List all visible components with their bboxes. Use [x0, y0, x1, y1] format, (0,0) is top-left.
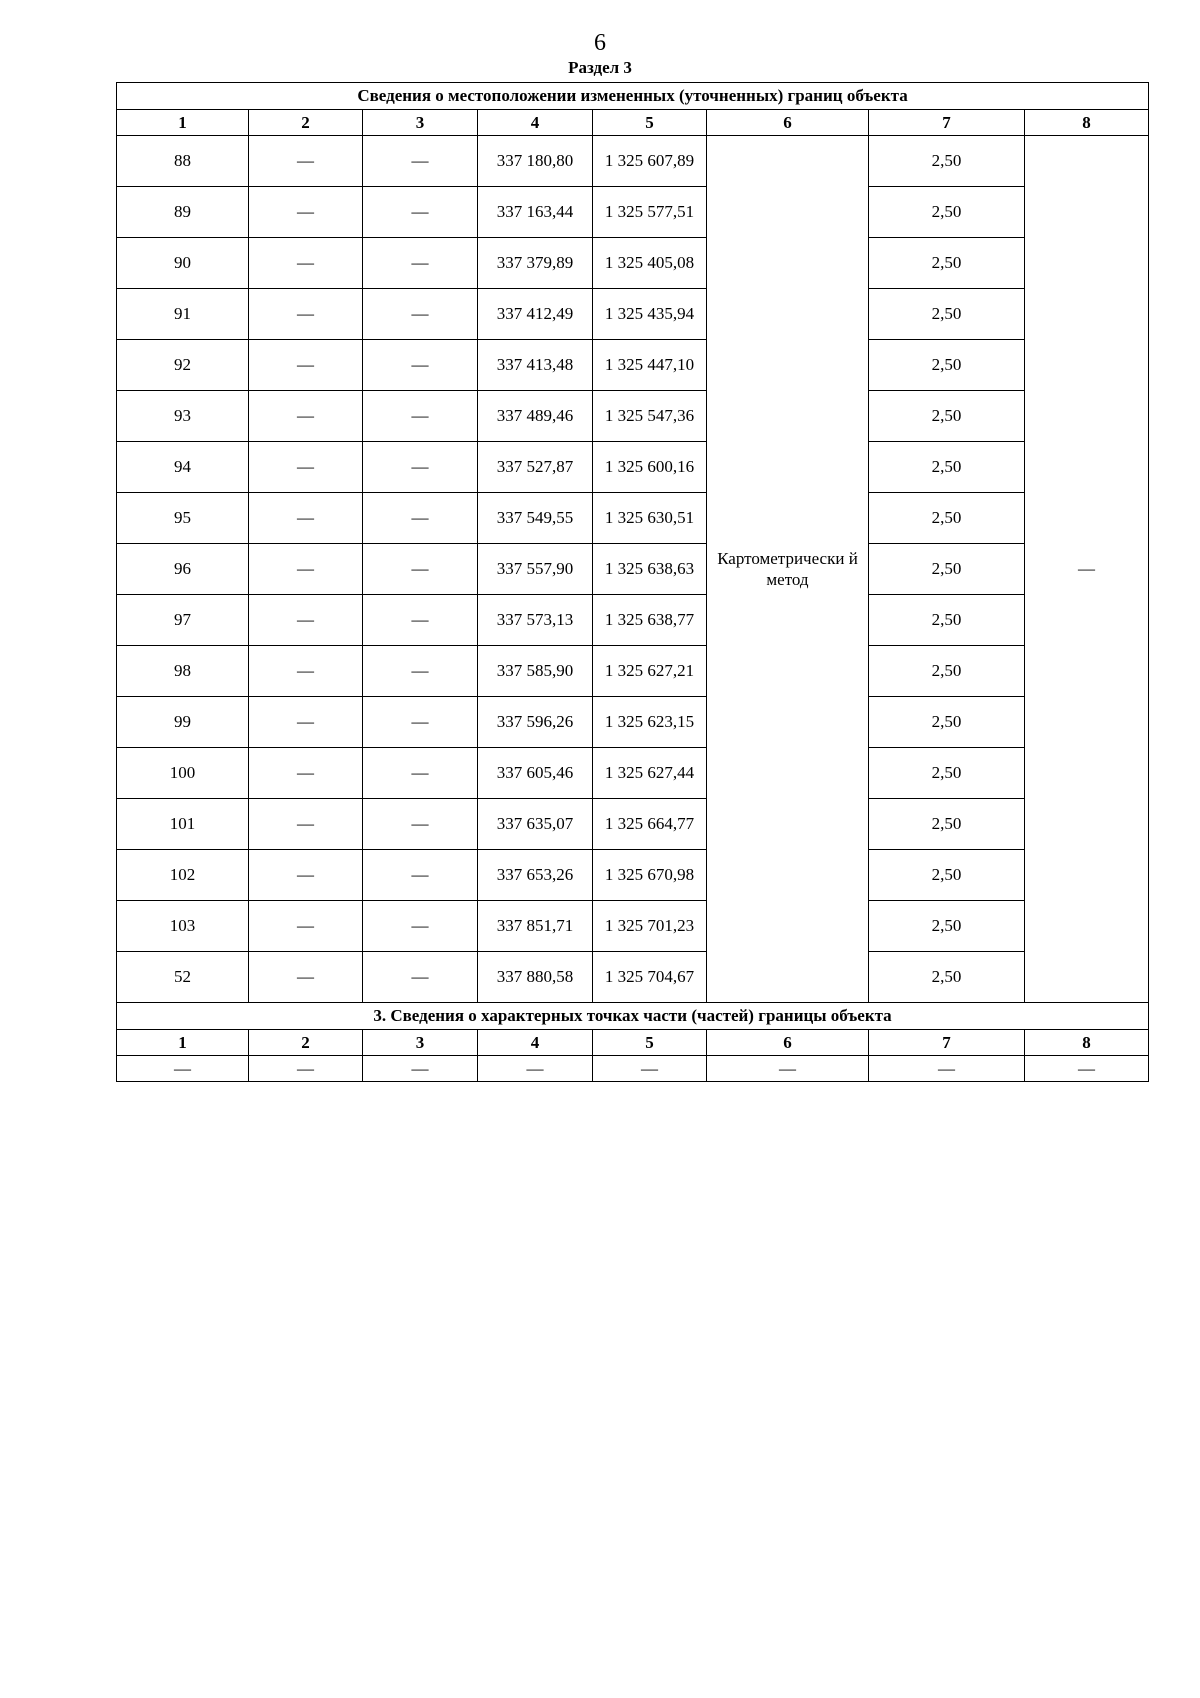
coordinate-y: 1 325 638,63 [593, 544, 707, 595]
column-number: 7 [869, 110, 1025, 136]
column-number-row [117, 110, 1149, 136]
column-number: 5 [593, 110, 707, 136]
point-number: 93 [117, 391, 249, 442]
accuracy-value: 2,50 [869, 595, 1025, 646]
point-number: 94 [117, 442, 249, 493]
cell-dash: — [363, 952, 478, 1003]
column-number: 3 [363, 110, 478, 136]
coordinate-y: 1 325 630,51 [593, 493, 707, 544]
column-number: 4 [478, 110, 593, 136]
cell-dash: — [363, 799, 478, 850]
cell-dash: — [249, 697, 363, 748]
column-number: 8 [1025, 110, 1149, 136]
boundary-table [116, 82, 1149, 1082]
table2-caption-row [117, 1003, 1149, 1030]
coordinate-x: 337 880,58 [478, 952, 593, 1003]
column-number: 1 [117, 110, 249, 136]
table-row [117, 136, 1149, 187]
table-row [117, 595, 1149, 646]
cell-dash: — [363, 697, 478, 748]
point-number: 89 [117, 187, 249, 238]
column-8-cell: — [1025, 136, 1149, 1003]
coordinate-x: 337 163,44 [478, 187, 593, 238]
cell-dash: — [363, 901, 478, 952]
point-number: 101 [117, 799, 249, 850]
column-number: 8 [1025, 1030, 1149, 1056]
coordinate-x: 337 412,49 [478, 289, 593, 340]
coordinate-y: 1 325 607,89 [593, 136, 707, 187]
cell-dash: — [249, 952, 363, 1003]
coordinate-x: 337 635,07 [478, 799, 593, 850]
cell-dash: — [363, 340, 478, 391]
cell-dash: — [707, 1056, 869, 1082]
table-caption: Сведения о местоположении измененных (уточненных) границ объекта [117, 83, 1149, 110]
table-row [117, 442, 1149, 493]
table-row [117, 493, 1149, 544]
coordinate-x: 337 549,55 [478, 493, 593, 544]
coordinate-y: 1 325 701,23 [593, 901, 707, 952]
coordinate-x: 337 489,46 [478, 391, 593, 442]
coordinate-x: 337 585,90 [478, 646, 593, 697]
coordinate-y: 1 325 704,67 [593, 952, 707, 1003]
coordinate-y: 1 325 447,10 [593, 340, 707, 391]
cell-dash: — [249, 136, 363, 187]
accuracy-value: 2,50 [869, 493, 1025, 544]
cell-dash: — [363, 544, 478, 595]
cell-dash: — [249, 391, 363, 442]
accuracy-value: 2,50 [869, 442, 1025, 493]
column-number: 7 [869, 1030, 1025, 1056]
point-number: 97 [117, 595, 249, 646]
table-row [117, 901, 1149, 952]
coordinate-y: 1 325 627,21 [593, 646, 707, 697]
accuracy-value: 2,50 [869, 544, 1025, 595]
coordinate-x: 337 557,90 [478, 544, 593, 595]
cell-dash: — [249, 238, 363, 289]
point-number: 96 [117, 544, 249, 595]
table-row [117, 952, 1149, 1003]
column-number: 1 [117, 1030, 249, 1056]
point-number: 99 [117, 697, 249, 748]
table-row [117, 646, 1149, 697]
table-row [117, 238, 1149, 289]
column-number: 6 [707, 110, 869, 136]
coordinate-y: 1 325 670,98 [593, 850, 707, 901]
table-row [117, 697, 1149, 748]
accuracy-value: 2,50 [869, 952, 1025, 1003]
cell-dash: — [363, 136, 478, 187]
accuracy-value: 2,50 [869, 901, 1025, 952]
column-number: 3 [363, 1030, 478, 1056]
coordinate-x: 337 527,87 [478, 442, 593, 493]
cell-dash: — [363, 493, 478, 544]
cell-dash: — [363, 1056, 478, 1082]
accuracy-value: 2,50 [869, 340, 1025, 391]
cell-dash: — [117, 1056, 249, 1082]
coordinate-x: 337 605,46 [478, 748, 593, 799]
coordinate-x: 337 573,13 [478, 595, 593, 646]
accuracy-value: 2,50 [869, 799, 1025, 850]
coordinate-y: 1 325 547,36 [593, 391, 707, 442]
cell-dash: — [363, 238, 478, 289]
accuracy-value: 2,50 [869, 697, 1025, 748]
cell-dash: — [249, 901, 363, 952]
cell-dash: — [249, 646, 363, 697]
cell-dash: — [249, 595, 363, 646]
column-number: 4 [478, 1030, 593, 1056]
accuracy-value: 2,50 [869, 850, 1025, 901]
column-number: 2 [249, 110, 363, 136]
cell-dash: — [249, 850, 363, 901]
point-number: 98 [117, 646, 249, 697]
coordinate-y: 1 325 405,08 [593, 238, 707, 289]
table2-column-number-row [117, 1030, 1149, 1056]
coordinate-y: 1 325 638,77 [593, 595, 707, 646]
table-row [117, 187, 1149, 238]
coordinate-y: 1 325 623,15 [593, 697, 707, 748]
accuracy-value: 2,50 [869, 646, 1025, 697]
table-row [117, 850, 1149, 901]
coordinate-y: 1 325 577,51 [593, 187, 707, 238]
coordinate-y: 1 325 664,77 [593, 799, 707, 850]
point-number: 100 [117, 748, 249, 799]
accuracy-value: 2,50 [869, 289, 1025, 340]
table2-row [117, 1056, 1149, 1082]
point-number: 92 [117, 340, 249, 391]
point-number: 90 [117, 238, 249, 289]
cell-dash: — [1025, 1056, 1149, 1082]
cell-dash: — [249, 442, 363, 493]
point-number: 91 [117, 289, 249, 340]
point-number: 102 [117, 850, 249, 901]
table2-caption: 3. Сведения о характерных точках части (частей) границы объекта [117, 1003, 1149, 1030]
cell-dash: — [249, 1056, 363, 1082]
cell-dash: — [363, 646, 478, 697]
cell-dash: — [869, 1056, 1025, 1082]
point-number: 88 [117, 136, 249, 187]
table-row [117, 340, 1149, 391]
column-number: 2 [249, 1030, 363, 1056]
accuracy-value: 2,50 [869, 136, 1025, 187]
coordinate-x: 337 653,26 [478, 850, 593, 901]
table-row [117, 799, 1149, 850]
point-number: 103 [117, 901, 249, 952]
point-number: 52 [117, 952, 249, 1003]
coordinate-x: 337 180,80 [478, 136, 593, 187]
cell-dash: — [249, 748, 363, 799]
accuracy-value: 2,50 [869, 391, 1025, 442]
coordinate-y: 1 325 600,16 [593, 442, 707, 493]
cell-dash: — [249, 799, 363, 850]
accuracy-value: 2,50 [869, 748, 1025, 799]
cell-dash: — [363, 595, 478, 646]
cell-dash: — [593, 1056, 707, 1082]
table-row [117, 391, 1149, 442]
cell-dash: — [249, 289, 363, 340]
cell-dash: — [249, 493, 363, 544]
coordinate-x: 337 413,48 [478, 340, 593, 391]
coordinate-x: 337 851,71 [478, 901, 593, 952]
method-cell: Картометрически й метод [707, 136, 869, 1003]
cell-dash: — [478, 1056, 593, 1082]
page-number: 6 [594, 30, 606, 56]
coordinate-x: 337 379,89 [478, 238, 593, 289]
cell-dash: — [363, 187, 478, 238]
cell-dash: — [363, 748, 478, 799]
coordinate-y: 1 325 435,94 [593, 289, 707, 340]
table-row [117, 748, 1149, 799]
column-number: 5 [593, 1030, 707, 1056]
cell-dash: — [249, 340, 363, 391]
accuracy-value: 2,50 [869, 187, 1025, 238]
column-number: 6 [707, 1030, 869, 1056]
coordinate-y: 1 325 627,44 [593, 748, 707, 799]
cell-dash: — [363, 850, 478, 901]
cell-dash: — [363, 391, 478, 442]
coordinate-x: 337 596,26 [478, 697, 593, 748]
cell-dash: — [363, 289, 478, 340]
section-title: Раздел 3 [568, 58, 632, 77]
accuracy-value: 2,50 [869, 238, 1025, 289]
point-number: 95 [117, 493, 249, 544]
cell-dash: — [249, 544, 363, 595]
cell-dash: — [363, 442, 478, 493]
cell-dash: — [249, 187, 363, 238]
table-row [117, 544, 1149, 595]
table-caption-row [117, 83, 1149, 110]
table-row [117, 289, 1149, 340]
